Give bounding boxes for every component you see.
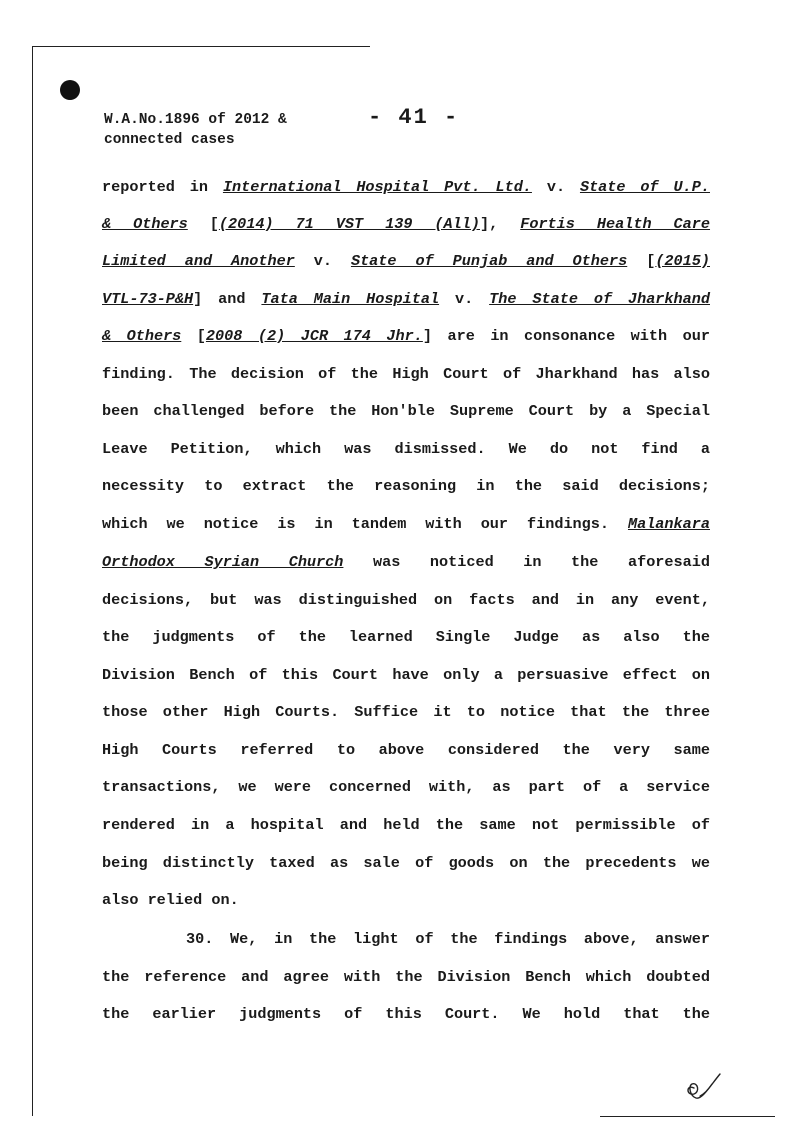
case-citation: VTL-73-P&H [102,290,194,308]
text-line-1: reported in International Hospital Pvt. Ltd. v. State of U.P. [102,178,710,196]
case-citation: Orthodox Syrian Church [102,553,344,571]
case-citation: 2008 (2) JCR 174 Jhr. [205,327,423,345]
case-citation: The State of Jharkhand [489,290,710,308]
text-line-12: decisions, but was distinguished on facts and in any event, [102,591,710,609]
case-citation: International Hospital Pvt. Ltd. [222,178,532,196]
page-number: - 41 - [368,105,460,130]
case-citation: (2014) 71 VST 139 (All) [218,215,480,233]
case-citation: & Others [102,327,182,345]
paragraph-30-line-3: the earlier judgments of this Court. We hold that the [102,1005,710,1023]
text-line-9: necessity to extract the reasoning in the said decisions; [102,477,710,495]
case-citation: State of Punjab and Others [350,252,628,270]
text-line-18: rendered in a hospital and held the same not permissible of [102,816,710,834]
signature-initials-icon [680,1066,730,1111]
text-line-2: & Others [(2014) 71 VST 139 (All)], Fortis Health Care [102,215,711,233]
text-line-3: Limited and Another v. State of Punjab and Others [(2015) [102,252,710,270]
text-line-13: the judgments of the learned Single Judge as also the [102,628,710,646]
paragraph-30-line-2: the reference and agree with the Division Bench which doubted [102,968,710,986]
text-line-10: which we notice is in tandem with our findings. Malankara [102,515,710,533]
text-line-5: & Others [2008 (2) JCR 174 Jhr.] are in consonance with our [102,327,710,345]
text-line-15: those other High Courts. Suffice it to notice that the three [102,703,710,721]
text-line-6: finding. The decision of the High Court of Jharkhand has also [102,365,710,383]
text-line-16: High Courts referred to above considered the very same [102,741,710,759]
case-citation: State of U.P. [579,178,710,196]
case-citation: Tata Main Hospital [261,290,440,308]
text-line-14: Division Bench of this Court have only a persuasive effect on [102,666,710,684]
text-line-11: Orthodox Syrian Church was noticed in the aforesaid [102,553,710,571]
paragraph-30-line-1: 30. We, in the light of the findings above, answer [186,930,710,948]
page-left-rule [32,46,33,1116]
case-citation: Fortis Health Care [520,215,711,233]
text-line-4: VTL-73-P&H] and Tata Main Hospital v. The State of Jharkhand [102,290,710,308]
text-line-20: also relied on. [102,891,239,909]
case-citation: (2015) [655,252,710,270]
text-line-7: been challenged before the Hon'ble Supreme Court by a Special [102,402,710,420]
case-citation: Malankara [627,515,710,533]
case-citation: & Others [102,215,188,233]
text-line-19: being distinctly taxed as sale of goods on the precedents we [102,854,710,872]
punch-hole-mark [60,80,80,100]
text-line-17: transactions, we were concerned with, as part of a service [102,778,710,796]
text-line-8: Leave Petition, which was dismissed. We do not find a [102,440,710,458]
case-reference-line1: W.A.No.1896 of 2012 & [104,112,287,128]
page-bottom-rule [600,1116,775,1117]
page-top-rule [32,46,370,47]
case-reference [104,110,287,150]
case-reference-line2: connected cases [104,132,235,148]
case-citation: Limited and Another [102,252,295,270]
